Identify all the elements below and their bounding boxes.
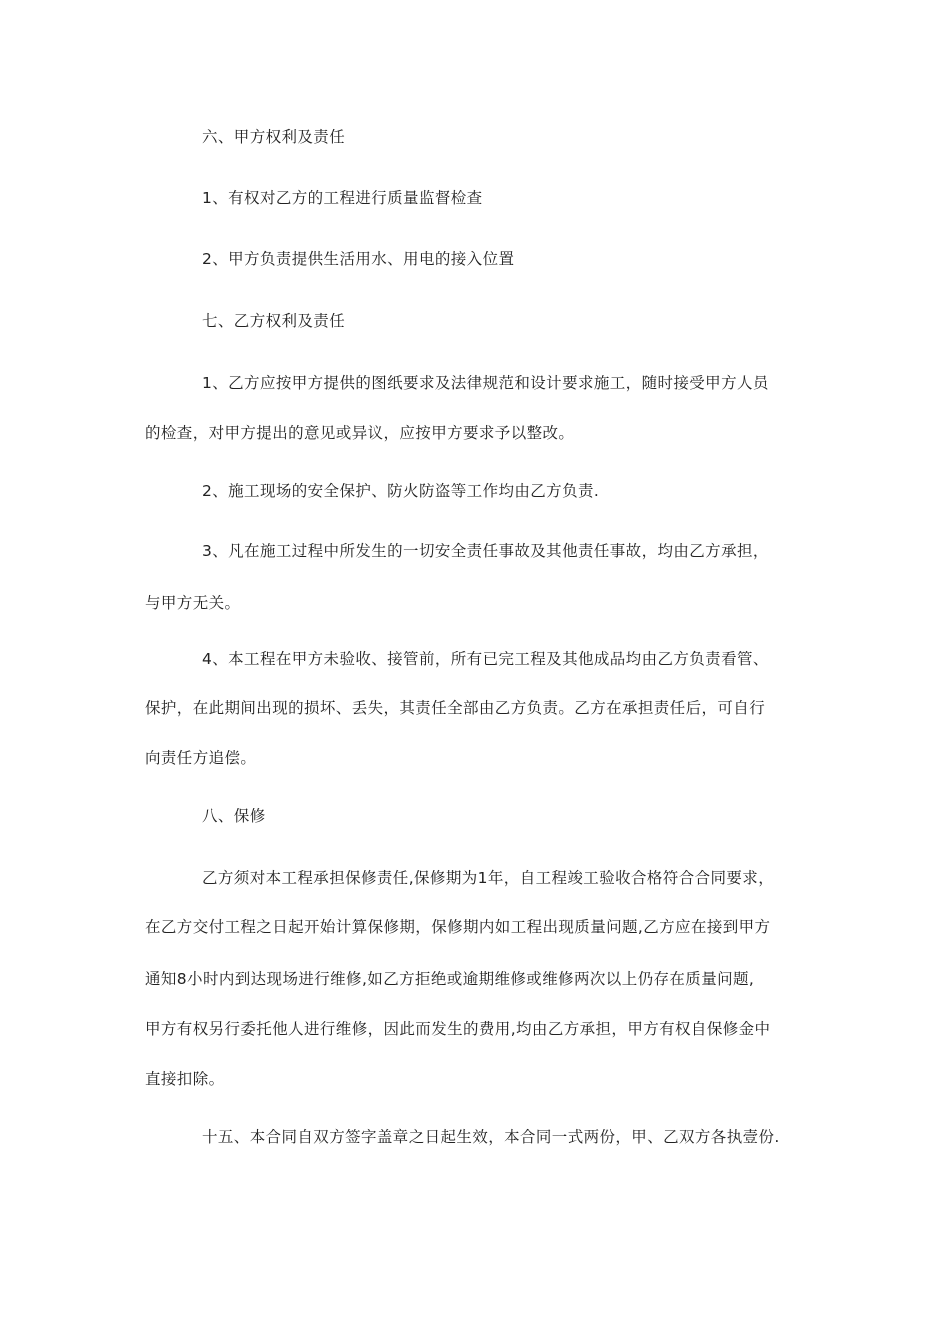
section-heading-six: 六、甲方权利及责任 <box>202 128 346 146</box>
section-heading-eight: 八、保修 <box>202 807 266 825</box>
paragraph-line: 甲方有权另行委托他人进行维修，因此而发生的费用,均由乙方承担，甲方有权自保修金中 <box>145 1020 771 1038</box>
paragraph-line: 通知8小时内到达现场进行维修,如乙方拒绝或逾期维修或维修两次以上仍存在质量问题, <box>145 970 755 988</box>
paragraph-line: 保护，在此期间出现的损坏、丢失，其责任全部由乙方负责。乙方在承担责任后，可自行 <box>145 699 766 717</box>
paragraph-line: 1、有权对乙方的工程进行质量监督检查 <box>202 189 483 207</box>
paragraph-line: 直接扣除。 <box>145 1070 225 1088</box>
paragraph-line: 乙方须对本工程承担保修责任,保修期为1年，自工程竣工验收合格符合合同要求， <box>202 869 775 887</box>
paragraph-line: 的检查，对甲方提出的意见或异议，应按甲方要求予以整改。 <box>145 424 575 442</box>
paragraph-line: 1、乙方应按甲方提供的图纸要求及法律规范和设计要求施工，随时接受甲方人员 <box>202 374 769 392</box>
paragraph-line: 在乙方交付工程之日起开始计算保修期，保修期内如工程出现质量问题,乙方应在接到甲方 <box>145 918 771 936</box>
paragraph-line: 2、甲方负责提供生活用水、用电的接入位置 <box>202 250 515 268</box>
paragraph-line: 2、施工现场的安全保护、防火防盗等工作均由乙方负责. <box>202 482 600 500</box>
paragraph-line: 3、凡在施工过程中所发生的一切安全责任事故及其他责任事故，均由乙方承担， <box>202 542 769 560</box>
section-heading-seven: 七、乙方权利及责任 <box>202 312 346 330</box>
paragraph-line: 与甲方无关。 <box>145 594 241 612</box>
paragraph-line: 向责任方追偿。 <box>145 749 257 767</box>
closing-clause: 十五、本合同自双方签字盖章之日起生效，本合同一式两份，甲、乙双方各执壹份. <box>202 1128 780 1146</box>
paragraph-line: 4、本工程在甲方未验收、接管前，所有已完工程及其他成品均由乙方负责看管、 <box>202 650 769 668</box>
